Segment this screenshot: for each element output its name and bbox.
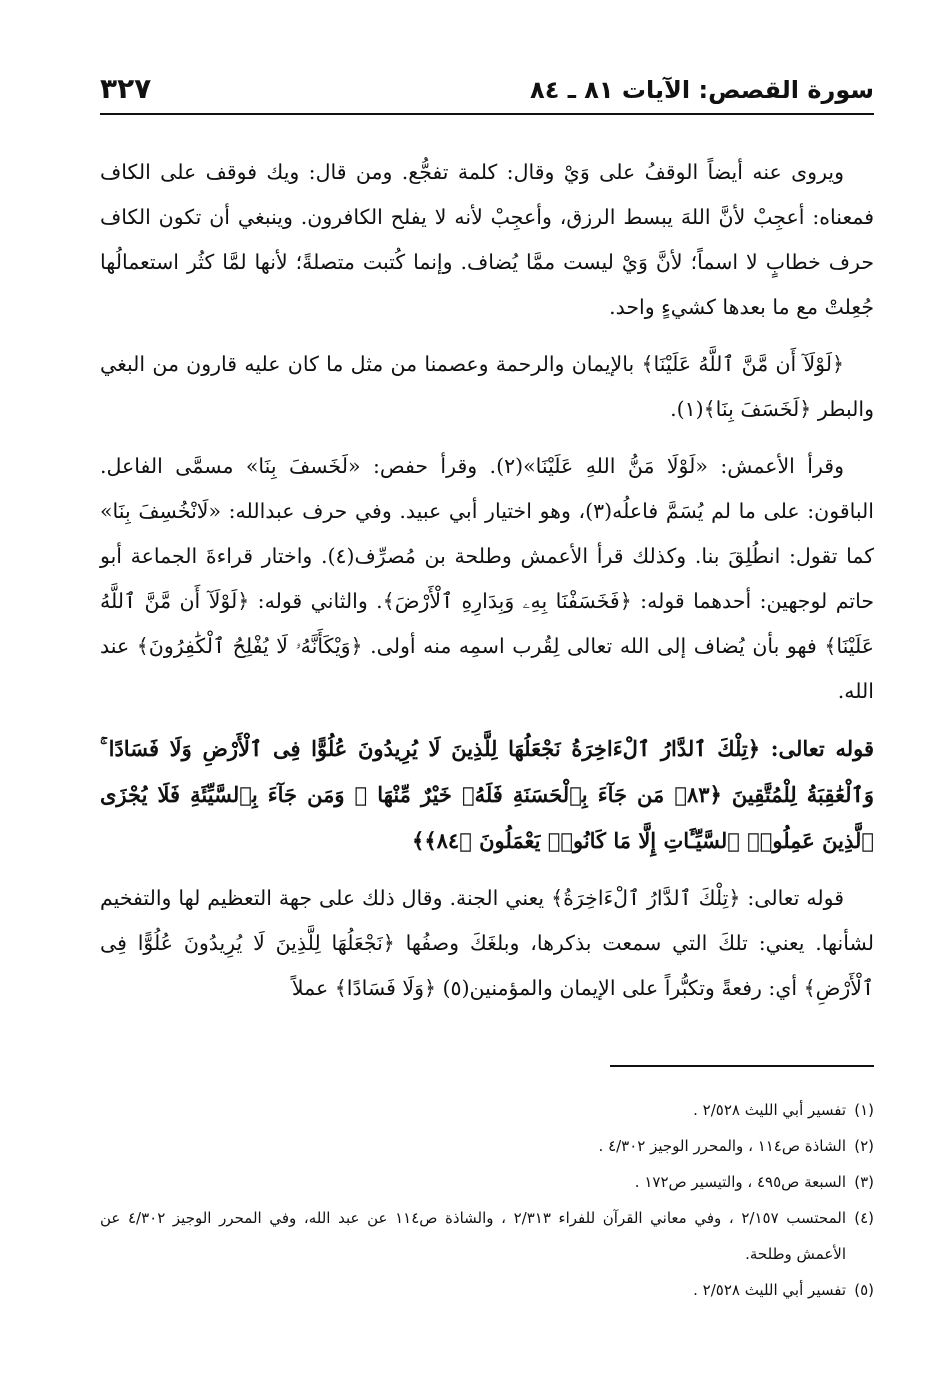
main-text [100,150,874,1023]
footnote-divider [610,1065,874,1067]
footnotes [100,1092,874,1308]
running-title: سورة القصص: الآيات ٨١ ـ ٨٤ [530,76,874,104]
header-divider [100,113,874,115]
footnote-item [100,1200,874,1272]
footnote-number: (٣) [854,1173,874,1191]
footnote-text: المحتسب ٢/١٥٧ ، وفي معاني القرآن للفراء ٢/٣١٣ ، والشاذة ص١١٤ عن عبد الله، وفي المحرر الوجيز ٤/٣٠٢ عن الأعمش وطلحة. [100,1209,846,1263]
paragraph: وقرأ الأعمش: «لَوْلَا مَنُّ اللهِ عَلَيْنَا»(٢). وقرأ حفص: «لَخَسفَ بِنَا» مسمَّى الفاعل. الباقون: على ما لم يُسَمَّ فاعلُه(٣)، وهو اختيار أبي عبيد. وفي حرف عبدالله: «لَانْخُسِفَ بِنَا» كما تقول: انطُلِقَ بنا. وكذلك قرأ الأعمش وطلحة بن مُصرِّف(٤). واختار قراءةَ الجماعة أبو حاتم لوجهين: أحدهما قوله: ﴿فَخَسَفْنَا بِهِۦ وَبِدَارِهِ ٱلْأَرْضَ﴾. والثاني قوله: ﴿لَوْلَآ أَن مَّنَّ ٱللَّهُ عَلَيْنَا﴾ فهو بأن يُضاف إلى الله تعالى لِقُرب اسمِه منه أولى. ﴿وَيْكَأَنَّهُۥ لَا يُفْلِحُ ٱلْكَٰفِرُونَ﴾ عند الله. [100,454,875,703]
footnote-text: تفسير أبي الليث ٢/٥٢٨ . [693,1101,846,1119]
paragraph: ويروى عنه أيضاً الوقفُ على وَيْ وقال: كلمة تفجُّع. ومن قال: ويك فوقف على الكاف فمعناه: أعجِبْ لأنَّ اللهَ يبسط الرزق، وأعجِبْ لأنه لا يفلح الكافرون. وينبغي أن تكون الكاف حرف خطابٍ لا اسماً؛ لأنَّ وَيْ ليست ممَّا يُضاف. وإنما كُتبت متصلةً؛ لأنها لمَّا كثُر استعمالُها جُعِلتْ مع ما بعدها كشيءٍ واحد. [100,160,874,319]
paragraph: قوله تعالى: ﴿تِلْكَ ٱلدَّارُ ٱلْءَاخِرَةُ﴾ يعني الجنة. وقال ذلك على جهة التعظيم لها والتفخيم لشأنها. يعني: تلكَ التي سمعت بذكرها، وبلغَكَ وصفُها ﴿نَجْعَلُهَا لِلَّذِينَ لَا يُرِيدُونَ عُلُوًّا فِى ٱلْأَرْضِ﴾ أي: رفعةً وتكبُّراً على الإيمان والمؤمنين(٥) ﴿وَلَا فَسَادًا﴾ عملاً [100,886,874,1000]
footnote-item [100,1272,874,1308]
page-number: ٣٢٧ [100,72,152,105]
footnote-item [100,1164,874,1200]
paragraph: ﴿لَوْلَآ أَن مَّنَّ ٱللَّهُ عَلَيْنَا﴾ بالإيمان والرحمة وعصمنا من مثل ما كان عليه قارون من البغي والبطر ﴿لَخَسَفَ بِنَا﴾(١). [100,352,874,421]
footnote-number: (٥) [854,1281,874,1299]
footnote-text: السبعة ص٤٩٥ ، والتيسير ص١٧٢ . [634,1173,846,1191]
footnote-text: الشاذة ص١١٤ ، والمحرر الوجيز ٤/٣٠٢ . [598,1137,846,1155]
footnote-item [100,1128,874,1164]
footnote-number: (٤) [854,1209,874,1227]
footnote-text: تفسير أبي الليث ٢/٥٢٨ . [693,1281,846,1299]
footnote-number: (١) [854,1101,874,1119]
verse-label: قوله تعالى: [770,736,874,761]
quran-verse-block [100,726,874,864]
verse-text: ﴿تِلْكَ ٱلدَّارُ ٱلْءَاخِرَةُ نَجْعَلُهَا لِلَّذِينَ لَا يُرِيدُونَ عُلُوًّا فِى ٱلْأَرْضِ وَلَا فَسَادًا ۚ وَٱلْعَٰقِبَةُ لِلْمُتَّقِينَ ﴿٨٣﴾ مَن جَآءَ بِٱلْحَسَنَةِ فَلَهُۥ خَيْرٌ مِّنْهَا ۖ وَمَن جَآءَ بِٱلسَّيِّئَةِ فَلَا يُجْزَى ٱلَّذِينَ عَمِلُوا۟ ٱلسَّيِّـَٔاتِ إِلَّا مَا كَانُوا۟ يَعْمَلُونَ ﴿٨٤﴾﴾ [100,736,874,853]
footnote-number: (٢) [854,1137,874,1155]
footnote-item [100,1092,874,1128]
page-header [100,70,874,114]
